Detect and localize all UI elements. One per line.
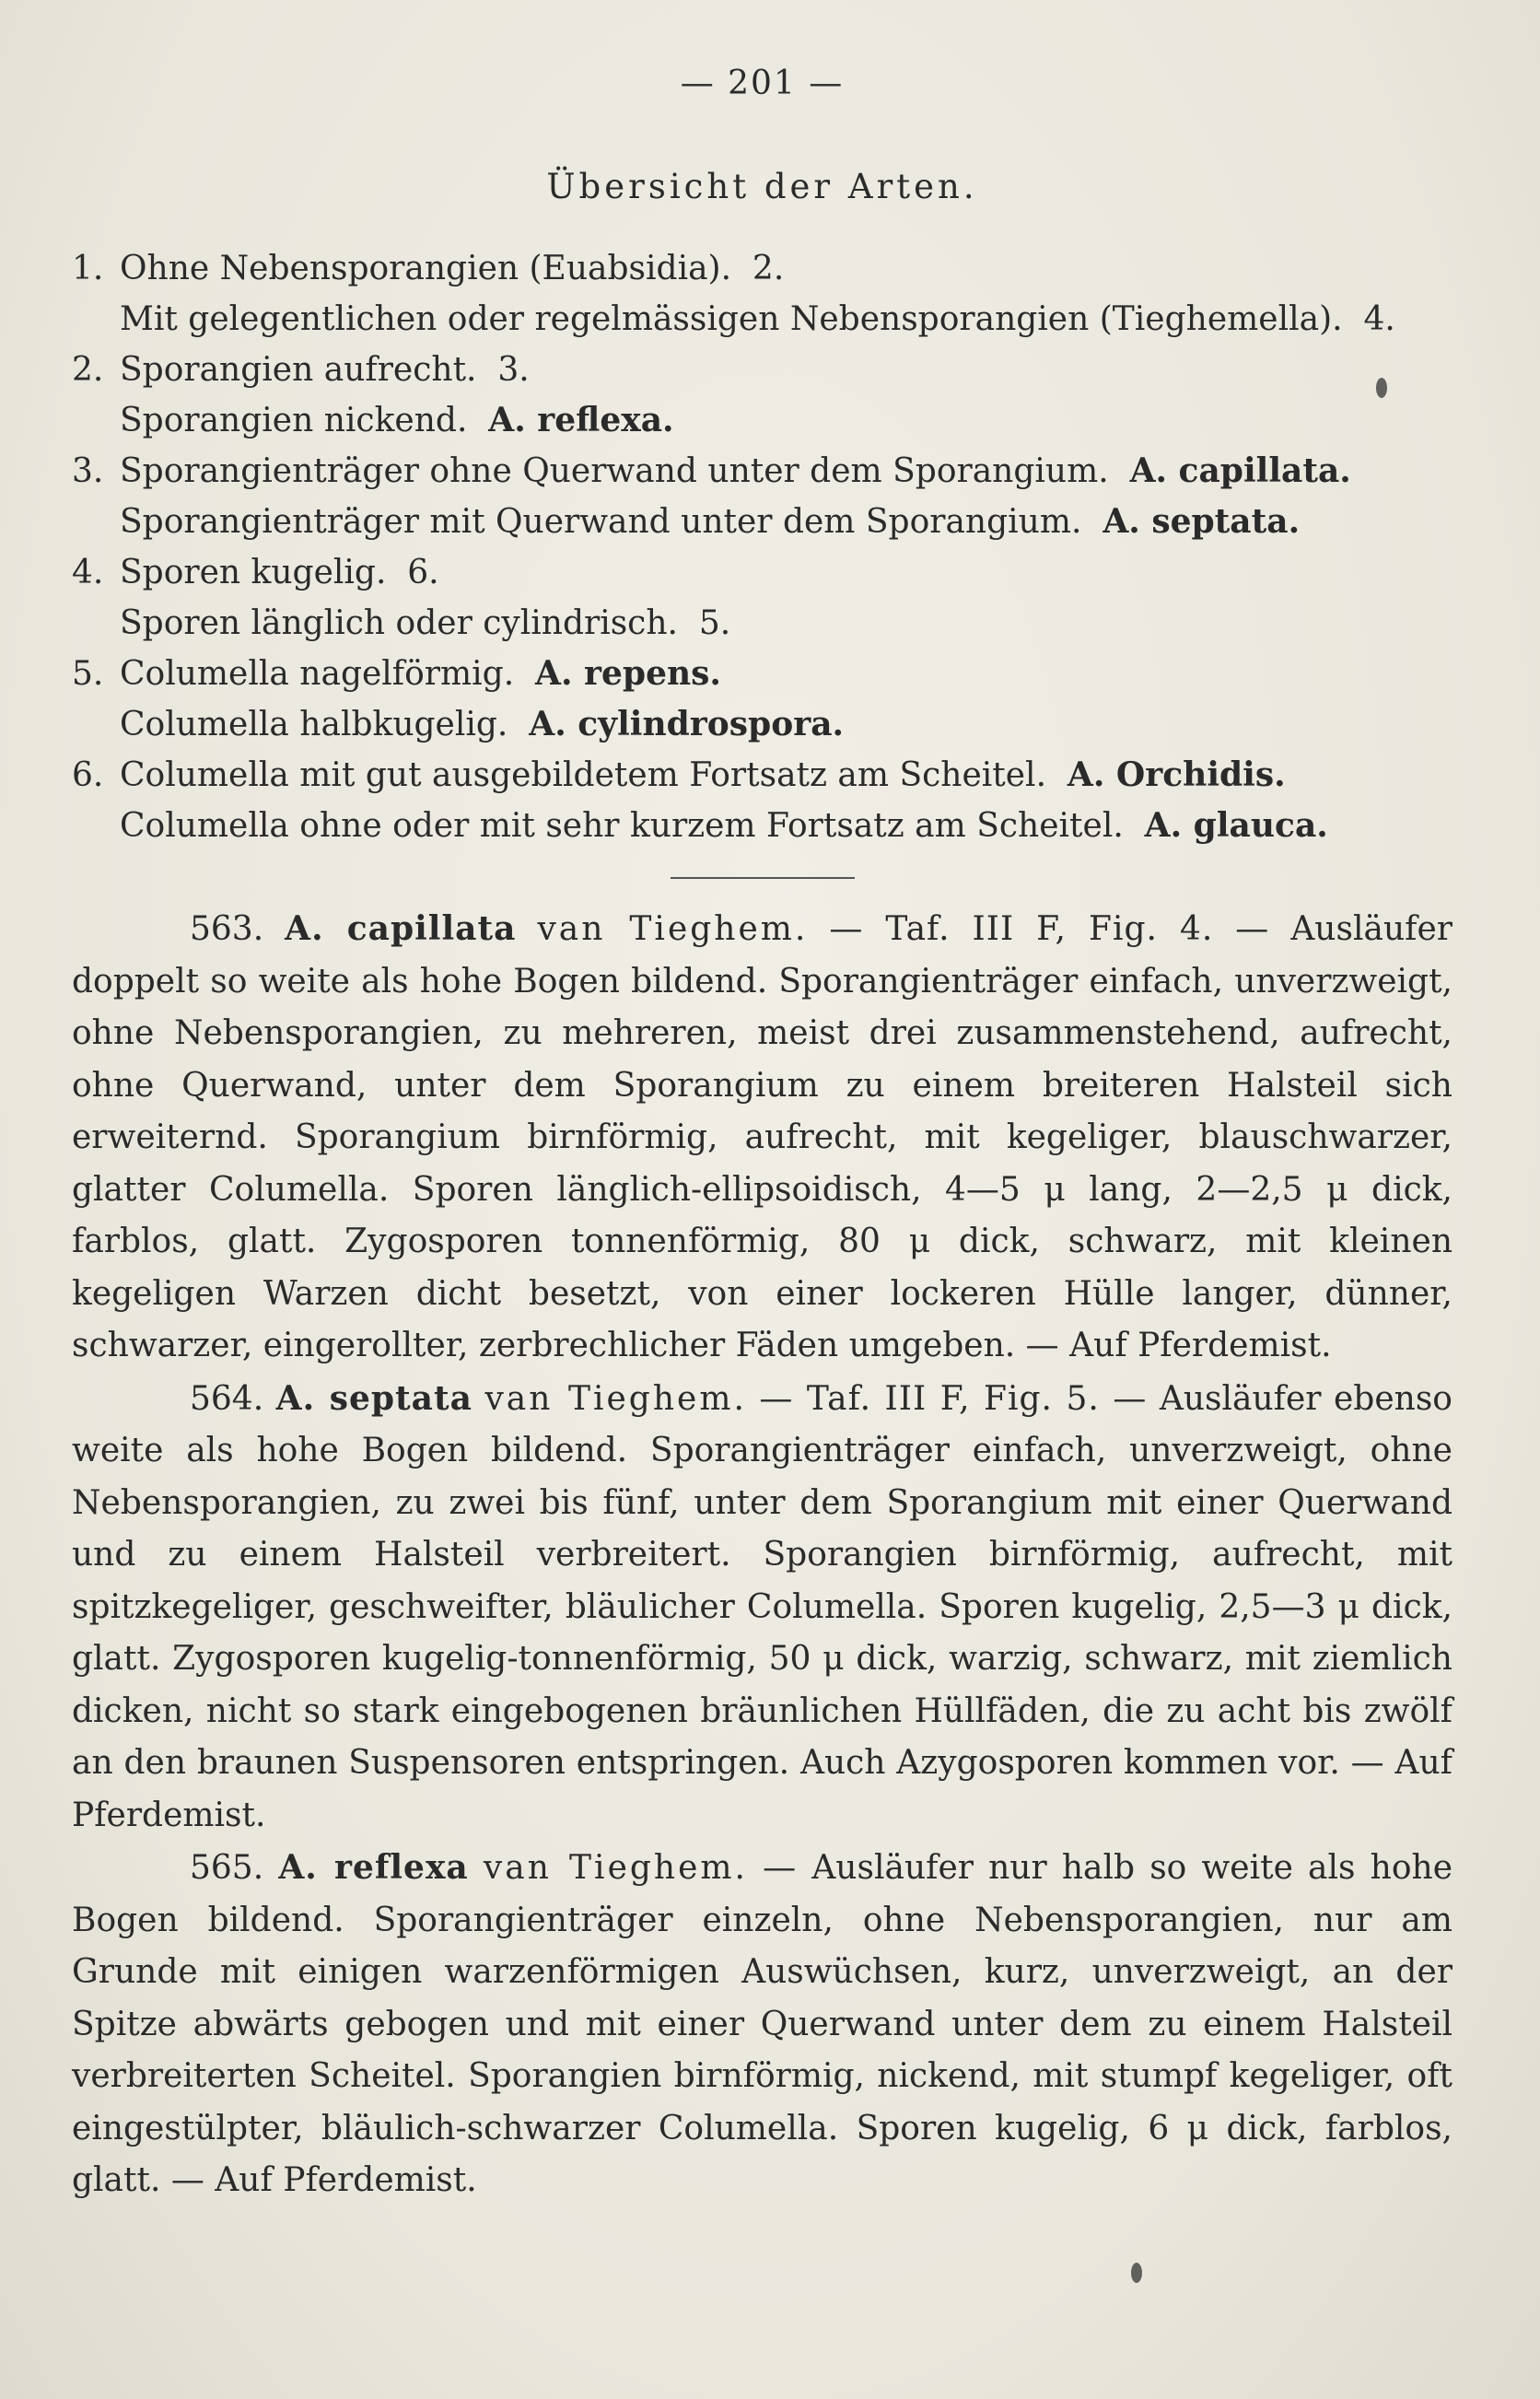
- key-species-target: A. reflexa.: [488, 401, 674, 439]
- key-number: 1.: [72, 250, 104, 287]
- species-entry: [72, 1373, 1452, 1843]
- key-description: Mit gelegentlichen oder regelmässigen Nebensporangien (Tieghemella). 4.: [120, 300, 1395, 338]
- key-description: Sporen länglich oder cylindrisch. 5.: [120, 604, 731, 642]
- entry-plate-reference: —: [763, 1849, 798, 1887]
- key-text: [120, 547, 1452, 598]
- key-line: [72, 446, 1452, 497]
- key-species-target: A. cylindrospora.: [529, 705, 845, 743]
- key-line: [72, 497, 1452, 547]
- key-description: Sporen kugelig. 6.: [120, 554, 439, 591]
- key-text: [120, 446, 1452, 497]
- key-line: [72, 649, 1452, 699]
- key-description: Sporangienträger ohne Querwand unter dem Sporangium.: [120, 452, 1130, 490]
- key-line: [72, 750, 1452, 801]
- entry-description: Ausläufer nur halb so weite als hohe Bogen bildend. Sporangienträger einzeln, ohne Nebensporangien, nur am Grunde mit einigen warzenförmigen Auswüchsen, kurz, unverzweigt, an der Spitze abwärts gebogen und mit einer Querwand unter dem zu einem Halsteil verbreiterten Scheitel. Sporangien birnförmig, nickend, mit stumpf kegeliger, oft eingestülpter, bläulich-schwarzer Columella. Sporen kugelig, 6 μ dick, farblos, glatt. — Auf Pferdemist.: [72, 1849, 1452, 2199]
- key-description: Ohne Nebensporangien (Euabsidia). 2.: [120, 250, 785, 287]
- species-entries: [72, 903, 1452, 2207]
- key-line: [72, 598, 1452, 649]
- key-line: [72, 801, 1452, 851]
- key-number: 5.: [72, 655, 104, 693]
- key-description: Columella nagelförmig.: [120, 655, 536, 693]
- key-text: [120, 699, 1452, 750]
- section-title: Übersicht der Arten.: [546, 167, 978, 206]
- entry-species-name: A. capillata: [285, 909, 517, 948]
- entry-description: Ausläufer doppelt so weite als hohe Bogen bildend. Sporangienträger einfach, unverzweigt, ohne Nebensporangien, zu mehreren, meist drei zusammenstehend, aufrecht, ohne Querwand, unter dem Sporangium zu einem breiteren Halsteil sich erweiternd. Sporangium birnförmig, aufrecht, mit kegeliger, blauschwarzer, glatter Columella. Sporen länglich-ellipsoidisch, 4—5 μ lang, 2—2,5 μ dick, farblos, glatt. Zygosporen tonnenförmig, 80 μ dick, schwarz, mit kleinen kegeligen Warzen dicht besetzt, von einer lockeren Hülle langer, dünner, schwarzer, eingerollter, zerbrechlicher Fäden umgeben. — Auf Pferdemist.: [72, 910, 1452, 1364]
- key-number: 6.: [72, 756, 104, 794]
- entry-species-name: A. septata: [275, 1378, 472, 1418]
- page-number: — 201 —: [680, 64, 845, 102]
- entry-number: 563.: [190, 910, 264, 948]
- identification-key: [72, 243, 1452, 851]
- key-line: [72, 294, 1452, 345]
- entry-species-name: A. reflexa: [278, 1848, 469, 1887]
- key-species-target: A. septata.: [1102, 502, 1301, 541]
- key-text: [120, 294, 1452, 345]
- key-line: [72, 699, 1452, 750]
- entry-author: van Tieghem.: [483, 1849, 748, 1887]
- key-number: 4.: [72, 554, 104, 591]
- key-line: [72, 395, 1452, 446]
- species-entry: [72, 1842, 1452, 2207]
- entry-plate-reference: — Taf. III F, Fig. 4. —: [829, 910, 1270, 948]
- key-text: [120, 345, 1452, 395]
- key-text: [120, 750, 1452, 801]
- ink-spot: [1131, 2263, 1142, 2283]
- key-line: [72, 345, 1452, 395]
- key-text: [120, 497, 1452, 547]
- key-description: Sporangien aufrecht. 3.: [120, 351, 530, 389]
- key-description: Sporangienträger mit Querwand unter dem Sporangium.: [120, 503, 1103, 541]
- key-description: Columella halbkugelig.: [120, 706, 530, 743]
- key-species-target: A. glauca.: [1144, 806, 1328, 845]
- entry-plate-reference: — Taf. III F, Fig. 5. —: [759, 1379, 1148, 1418]
- ink-spot: [1376, 378, 1387, 398]
- entry-author: van Tieghem.: [484, 1379, 747, 1418]
- key-description: Columella mit gut ausgebildetem Fortsatz am Scheitel.: [120, 756, 1068, 794]
- key-text: [120, 598, 1452, 649]
- key-line: [72, 243, 1452, 294]
- key-species-target: A. Orchidis.: [1067, 755, 1286, 794]
- key-text: [120, 649, 1452, 699]
- key-description: Columella ohne oder mit sehr kurzem Fortsatz am Scheitel.: [120, 807, 1145, 845]
- key-text: [120, 801, 1452, 851]
- entry-description: Ausläufer ebenso weite als hohe Bogen bildend. Sporangienträger einfach, unverzweigt, ohne Nebensporangien, zu zwei bis fünf, unter dem Sporangium mit einer Querwand und zu einem Halsteil verbreitert. Sporangien birnförmig, aufrecht, mit spitzkegeliger, geschweifter, bläulicher Columella. Sporen kugelig, 2,5—3 μ dick, glatt. Zygosporen kugelig-tonnenförmig, 50 μ dick, warzig, schwarz, mit ziemlich dicken, nicht so stark eingebogenen bräunlichen Hüllfäden, die zu acht bis zwölf an den braunen Suspensoren entspringen. Auch Azygosporen kommen vor. — Auf Pferdemist.: [72, 1379, 1452, 1834]
- entry-author: van Tieghem.: [537, 910, 809, 948]
- section-divider: [671, 877, 855, 879]
- key-number: 2.: [72, 351, 104, 389]
- entry-number: 565.: [190, 1849, 264, 1887]
- key-species-target: A. capillata.: [1129, 451, 1351, 490]
- key-number: 3.: [72, 452, 104, 490]
- key-text: [120, 395, 1452, 446]
- species-entry: [72, 903, 1452, 1373]
- key-text: [120, 243, 1452, 294]
- entry-number: 564.: [190, 1379, 264, 1418]
- key-line: [72, 547, 1452, 598]
- key-description: Sporangien nickend.: [120, 402, 489, 439]
- key-species-target: A. repens.: [535, 654, 721, 693]
